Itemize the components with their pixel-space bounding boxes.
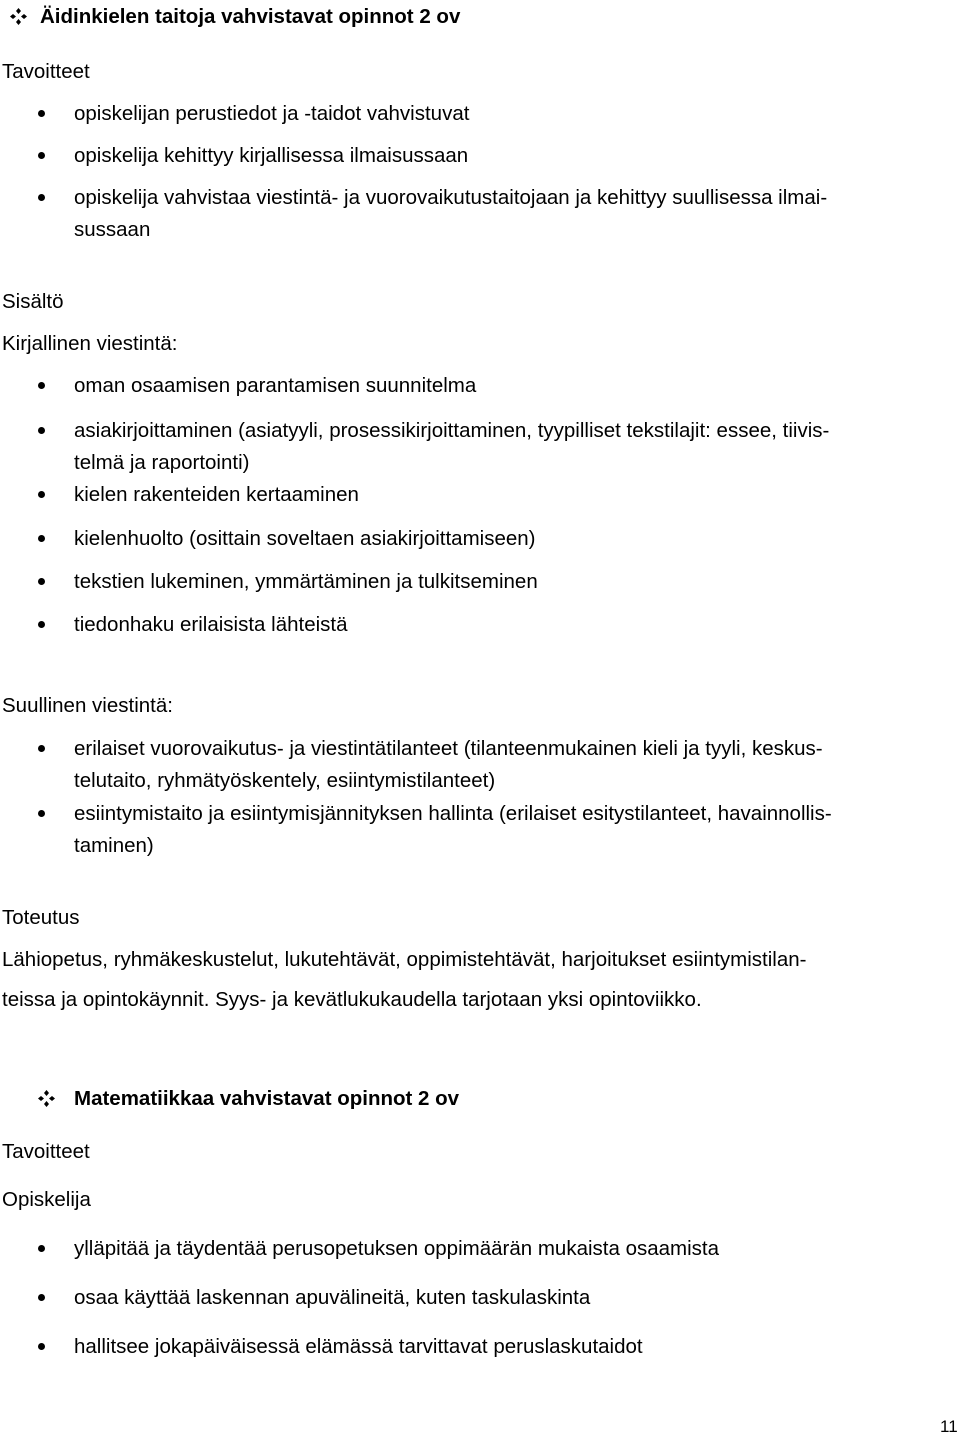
bullet-icon — [38, 578, 45, 585]
bullet-icon — [38, 535, 45, 542]
diamond-bullet-icon — [10, 8, 27, 25]
list-item: oman osaamisen parantamisen suunnitelma — [74, 374, 477, 397]
list-item: erilaiset vuorovaikutus- ja viestintätilanteet (tilanteenmukainen kieli ja tyyli, keskus- — [74, 737, 823, 760]
bullet-icon — [38, 1245, 45, 1252]
implementation-text: Lähiopetus, ryhmäkeskustelut, lukutehtävät, oppimistehtävät, harjoitukset esiintymistilan- — [2, 948, 807, 971]
implementation-text: teissa ja opintokäynnit. Syys- ja kevätlukukaudella tarjotaan yksi opintoviikko. — [2, 988, 702, 1011]
goals-heading: Tavoitteet — [2, 60, 90, 83]
list-item: opiskelija vahvistaa viestintä- ja vuorovaikutustaitojaan ja kehittyy suullisessa ilmai- — [74, 186, 828, 209]
list-item: hallitsee jokapäiväisessä elämässä tarvittavat peruslaskutaidot — [74, 1335, 643, 1358]
content-heading: Sisältö — [2, 290, 64, 313]
list-item: ylläpitää ja täydentää perusopetuksen oppimäärän mukaista osaamista — [74, 1237, 719, 1260]
implementation-heading: Toteutus — [2, 906, 80, 929]
bullet-icon — [38, 491, 45, 498]
written-heading: Kirjallinen viestintä: — [2, 332, 178, 355]
list-item: opiskelijan perustiedot ja -taidot vahvistuvat — [74, 102, 470, 125]
bullet-icon — [38, 194, 45, 201]
section-title: Äidinkielen taitoja vahvistavat opinnot 2 ov — [40, 5, 461, 28]
list-item-continuation: telutaito, ryhmätyöskentely, esiintymistilanteet) — [74, 769, 496, 792]
list-item: osaa käyttää laskennan apuvälineitä, kuten taskulaskinta — [74, 1286, 591, 1309]
bullet-icon — [38, 621, 45, 628]
list-item-continuation: telmä ja raportointi) — [74, 451, 250, 474]
section-title: Matematiikkaa vahvistavat opinnot 2 ov — [74, 1087, 460, 1110]
list-item-continuation: sussaan — [74, 218, 151, 241]
student-heading: Opiskelija — [2, 1188, 91, 1211]
bullet-icon — [38, 1294, 45, 1301]
list-item: opiskelija kehittyy kirjallisessa ilmaisussaan — [74, 144, 469, 167]
list-item: tekstien lukeminen, ymmärtäminen ja tulkitseminen — [74, 570, 538, 593]
list-item: kielen rakenteiden kertaaminen — [74, 483, 359, 506]
bullet-icon — [38, 382, 45, 389]
bullet-icon — [38, 152, 45, 159]
list-item-continuation: taminen) — [74, 834, 154, 857]
list-item: asiakirjoittaminen (asiatyyli, prosessikirjoittaminen, tyypilliset tekstilajit: essee, tiivis- — [74, 419, 830, 442]
bullet-icon — [38, 427, 45, 434]
bullet-icon — [38, 1343, 45, 1350]
goals-heading: Tavoitteet — [2, 1140, 90, 1163]
bullet-icon — [38, 810, 45, 817]
list-item: kielenhuolto (osittain soveltaen asiakirjoittamiseen) — [74, 527, 536, 550]
list-item: tiedonhaku erilaisista lähteistä — [74, 613, 348, 636]
bullet-icon — [38, 110, 45, 117]
list-item: esiintymistaito ja esiintymisjännityksen hallinta (erilaiset esitystilanteet, havainnollis- — [74, 802, 832, 825]
diamond-bullet-icon — [38, 1090, 55, 1107]
bullet-icon — [38, 745, 45, 752]
page-number: 11 — [940, 1417, 958, 1436]
oral-heading: Suullinen viestintä: — [2, 694, 173, 717]
